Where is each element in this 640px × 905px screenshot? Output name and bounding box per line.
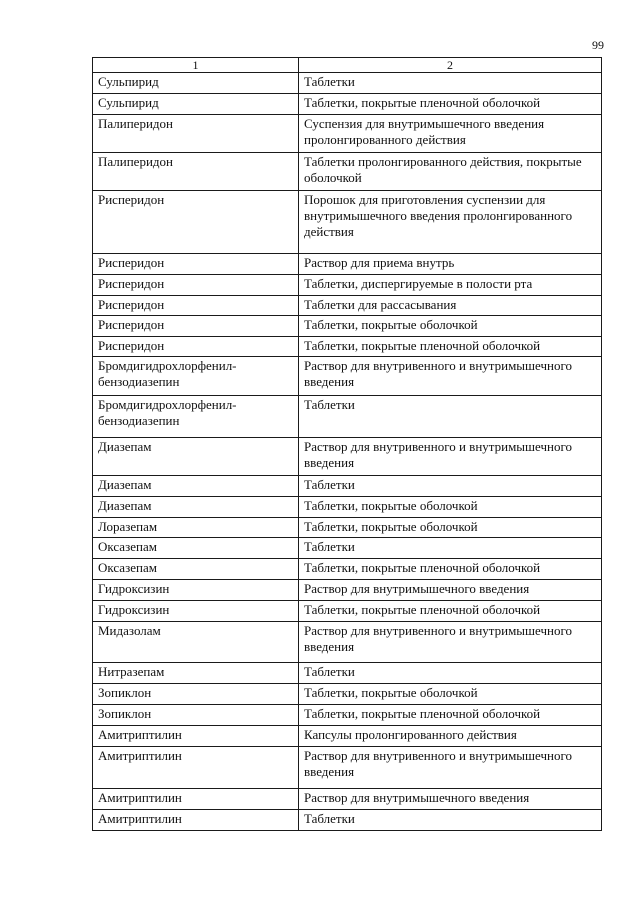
dosage-form-cell: Раствор для внутримышечного введения bbox=[299, 580, 602, 601]
table-row bbox=[93, 518, 602, 538]
dosage-form-cell: Таблетки, покрытые оболочкой bbox=[299, 497, 602, 518]
drug-name-cell: Рисперидон bbox=[93, 337, 299, 357]
dosage-form-cell: Таблетки bbox=[299, 538, 602, 559]
dosage-form-cell: Таблетки, покрытые оболочкой bbox=[299, 684, 602, 705]
drug-name-cell: Диазепам bbox=[93, 438, 299, 476]
drug-name-cell: Палиперидон bbox=[93, 153, 299, 191]
dosage-form-cell: Раствор для внутривенного и внутримышечного введения bbox=[299, 747, 602, 789]
dosage-form-cell: Раствор для внутривенного и внутримышечного введения bbox=[299, 438, 602, 476]
drug-name-cell: Амитриптилин bbox=[93, 789, 299, 810]
table-header-row bbox=[93, 58, 602, 73]
table-row bbox=[93, 538, 602, 559]
table-row bbox=[93, 153, 602, 191]
drug-name-cell: Рисперидон bbox=[93, 254, 299, 275]
drug-name-cell: Лоразепам bbox=[93, 518, 299, 538]
table-row bbox=[93, 789, 602, 810]
dosage-form-cell: Раствор для внутривенного и внутримышечного введения bbox=[299, 357, 602, 396]
table-row bbox=[93, 580, 602, 601]
drug-name-cell: Палиперидон bbox=[93, 115, 299, 153]
table-row bbox=[93, 663, 602, 684]
table-header bbox=[93, 58, 602, 73]
drug-name-cell: Гидроксизин bbox=[93, 601, 299, 622]
table-row bbox=[93, 396, 602, 438]
drug-name-cell: Оксазепам bbox=[93, 559, 299, 580]
dosage-form-cell: Таблетки bbox=[299, 810, 602, 831]
table-body bbox=[93, 73, 602, 831]
drug-name-cell: Амитриптилин bbox=[93, 747, 299, 789]
drug-name-cell: Сульпирид bbox=[93, 73, 299, 94]
drug-name-cell: Рисперидон bbox=[93, 275, 299, 296]
dosage-form-cell: Суспензия для внутримышечного введения пролонгированного действия bbox=[299, 115, 602, 153]
table-row bbox=[93, 73, 602, 94]
table-row bbox=[93, 622, 602, 663]
table-row bbox=[93, 337, 602, 357]
table-row bbox=[93, 497, 602, 518]
dosage-form-cell: Таблетки, покрытые пленочной оболочкой bbox=[299, 559, 602, 580]
drug-name-cell: Мидазолам bbox=[93, 622, 299, 663]
dosage-form-cell: Таблетки bbox=[299, 73, 602, 94]
table-row bbox=[93, 94, 602, 115]
dosage-form-cell: Таблетки пролонгированного действия, покрытые оболочкой bbox=[299, 153, 602, 191]
table-row bbox=[93, 357, 602, 396]
dosage-form-cell: Раствор для приема внутрь bbox=[299, 254, 602, 275]
drug-name-cell: Бромдигидрохлорфенил-бензодиазепин bbox=[93, 357, 299, 396]
drug-name-cell: Диазепам bbox=[93, 476, 299, 497]
dosage-form-cell: Таблетки, покрытые оболочкой bbox=[299, 518, 602, 538]
table-row bbox=[93, 191, 602, 254]
table-row bbox=[93, 296, 602, 316]
dosage-form-cell: Капсулы пролонгированного действия bbox=[299, 726, 602, 747]
drug-name-cell: Бромдигидрохлорфенил-бензодиазепин bbox=[93, 396, 299, 438]
table-row bbox=[93, 684, 602, 705]
table-row bbox=[93, 747, 602, 789]
table-row bbox=[93, 601, 602, 622]
dosage-form-cell: Таблетки, покрытые оболочкой bbox=[299, 316, 602, 337]
drug-name-cell: Оксазепам bbox=[93, 538, 299, 559]
column-header-2: 2 bbox=[299, 58, 602, 73]
drug-name-cell: Нитразепам bbox=[93, 663, 299, 684]
dosage-form-cell: Таблетки bbox=[299, 396, 602, 438]
dosage-form-cell: Таблетки, покрытые пленочной оболочкой bbox=[299, 601, 602, 622]
drug-name-cell: Амитриптилин bbox=[93, 726, 299, 747]
dosage-form-cell: Таблетки, диспергируемые в полости рта bbox=[299, 275, 602, 296]
dosage-form-cell: Порошок для приготовления суспензии для внутримышечного введения пролонгированного действия bbox=[299, 191, 602, 254]
dosage-form-cell: Раствор для внутримышечного введения bbox=[299, 789, 602, 810]
column-header-1: 1 bbox=[93, 58, 299, 73]
table-row bbox=[93, 726, 602, 747]
dosage-form-cell: Таблетки, покрытые пленочной оболочкой bbox=[299, 94, 602, 115]
drug-name-cell: Рисперидон bbox=[93, 316, 299, 337]
table-row bbox=[93, 559, 602, 580]
drug-name-cell: Рисперидон bbox=[93, 296, 299, 316]
dosage-form-cell: Таблетки, покрытые пленочной оболочкой bbox=[299, 337, 602, 357]
drug-forms-table bbox=[92, 57, 602, 831]
drug-name-cell: Зопиклон bbox=[93, 705, 299, 726]
dosage-form-cell: Таблетки bbox=[299, 663, 602, 684]
dosage-form-cell: Таблетки для рассасывания bbox=[299, 296, 602, 316]
table-row bbox=[93, 705, 602, 726]
table-row bbox=[93, 115, 602, 153]
table-row bbox=[93, 316, 602, 337]
table-row bbox=[93, 254, 602, 275]
drug-name-cell: Гидроксизин bbox=[93, 580, 299, 601]
dosage-form-cell: Таблетки, покрытые пленочной оболочкой bbox=[299, 705, 602, 726]
table-row bbox=[93, 438, 602, 476]
drug-name-cell: Зопиклон bbox=[93, 684, 299, 705]
dosage-form-cell: Раствор для внутривенного и внутримышечного введения bbox=[299, 622, 602, 663]
drug-name-cell: Рисперидон bbox=[93, 191, 299, 254]
dosage-form-cell: Таблетки bbox=[299, 476, 602, 497]
table-row bbox=[93, 275, 602, 296]
table-row bbox=[93, 810, 602, 831]
table-row bbox=[93, 476, 602, 497]
page-number: 99 bbox=[592, 38, 604, 52]
drug-name-cell: Амитриптилин bbox=[93, 810, 299, 831]
drug-name-cell: Сульпирид bbox=[93, 94, 299, 115]
drug-name-cell: Диазепам bbox=[93, 497, 299, 518]
